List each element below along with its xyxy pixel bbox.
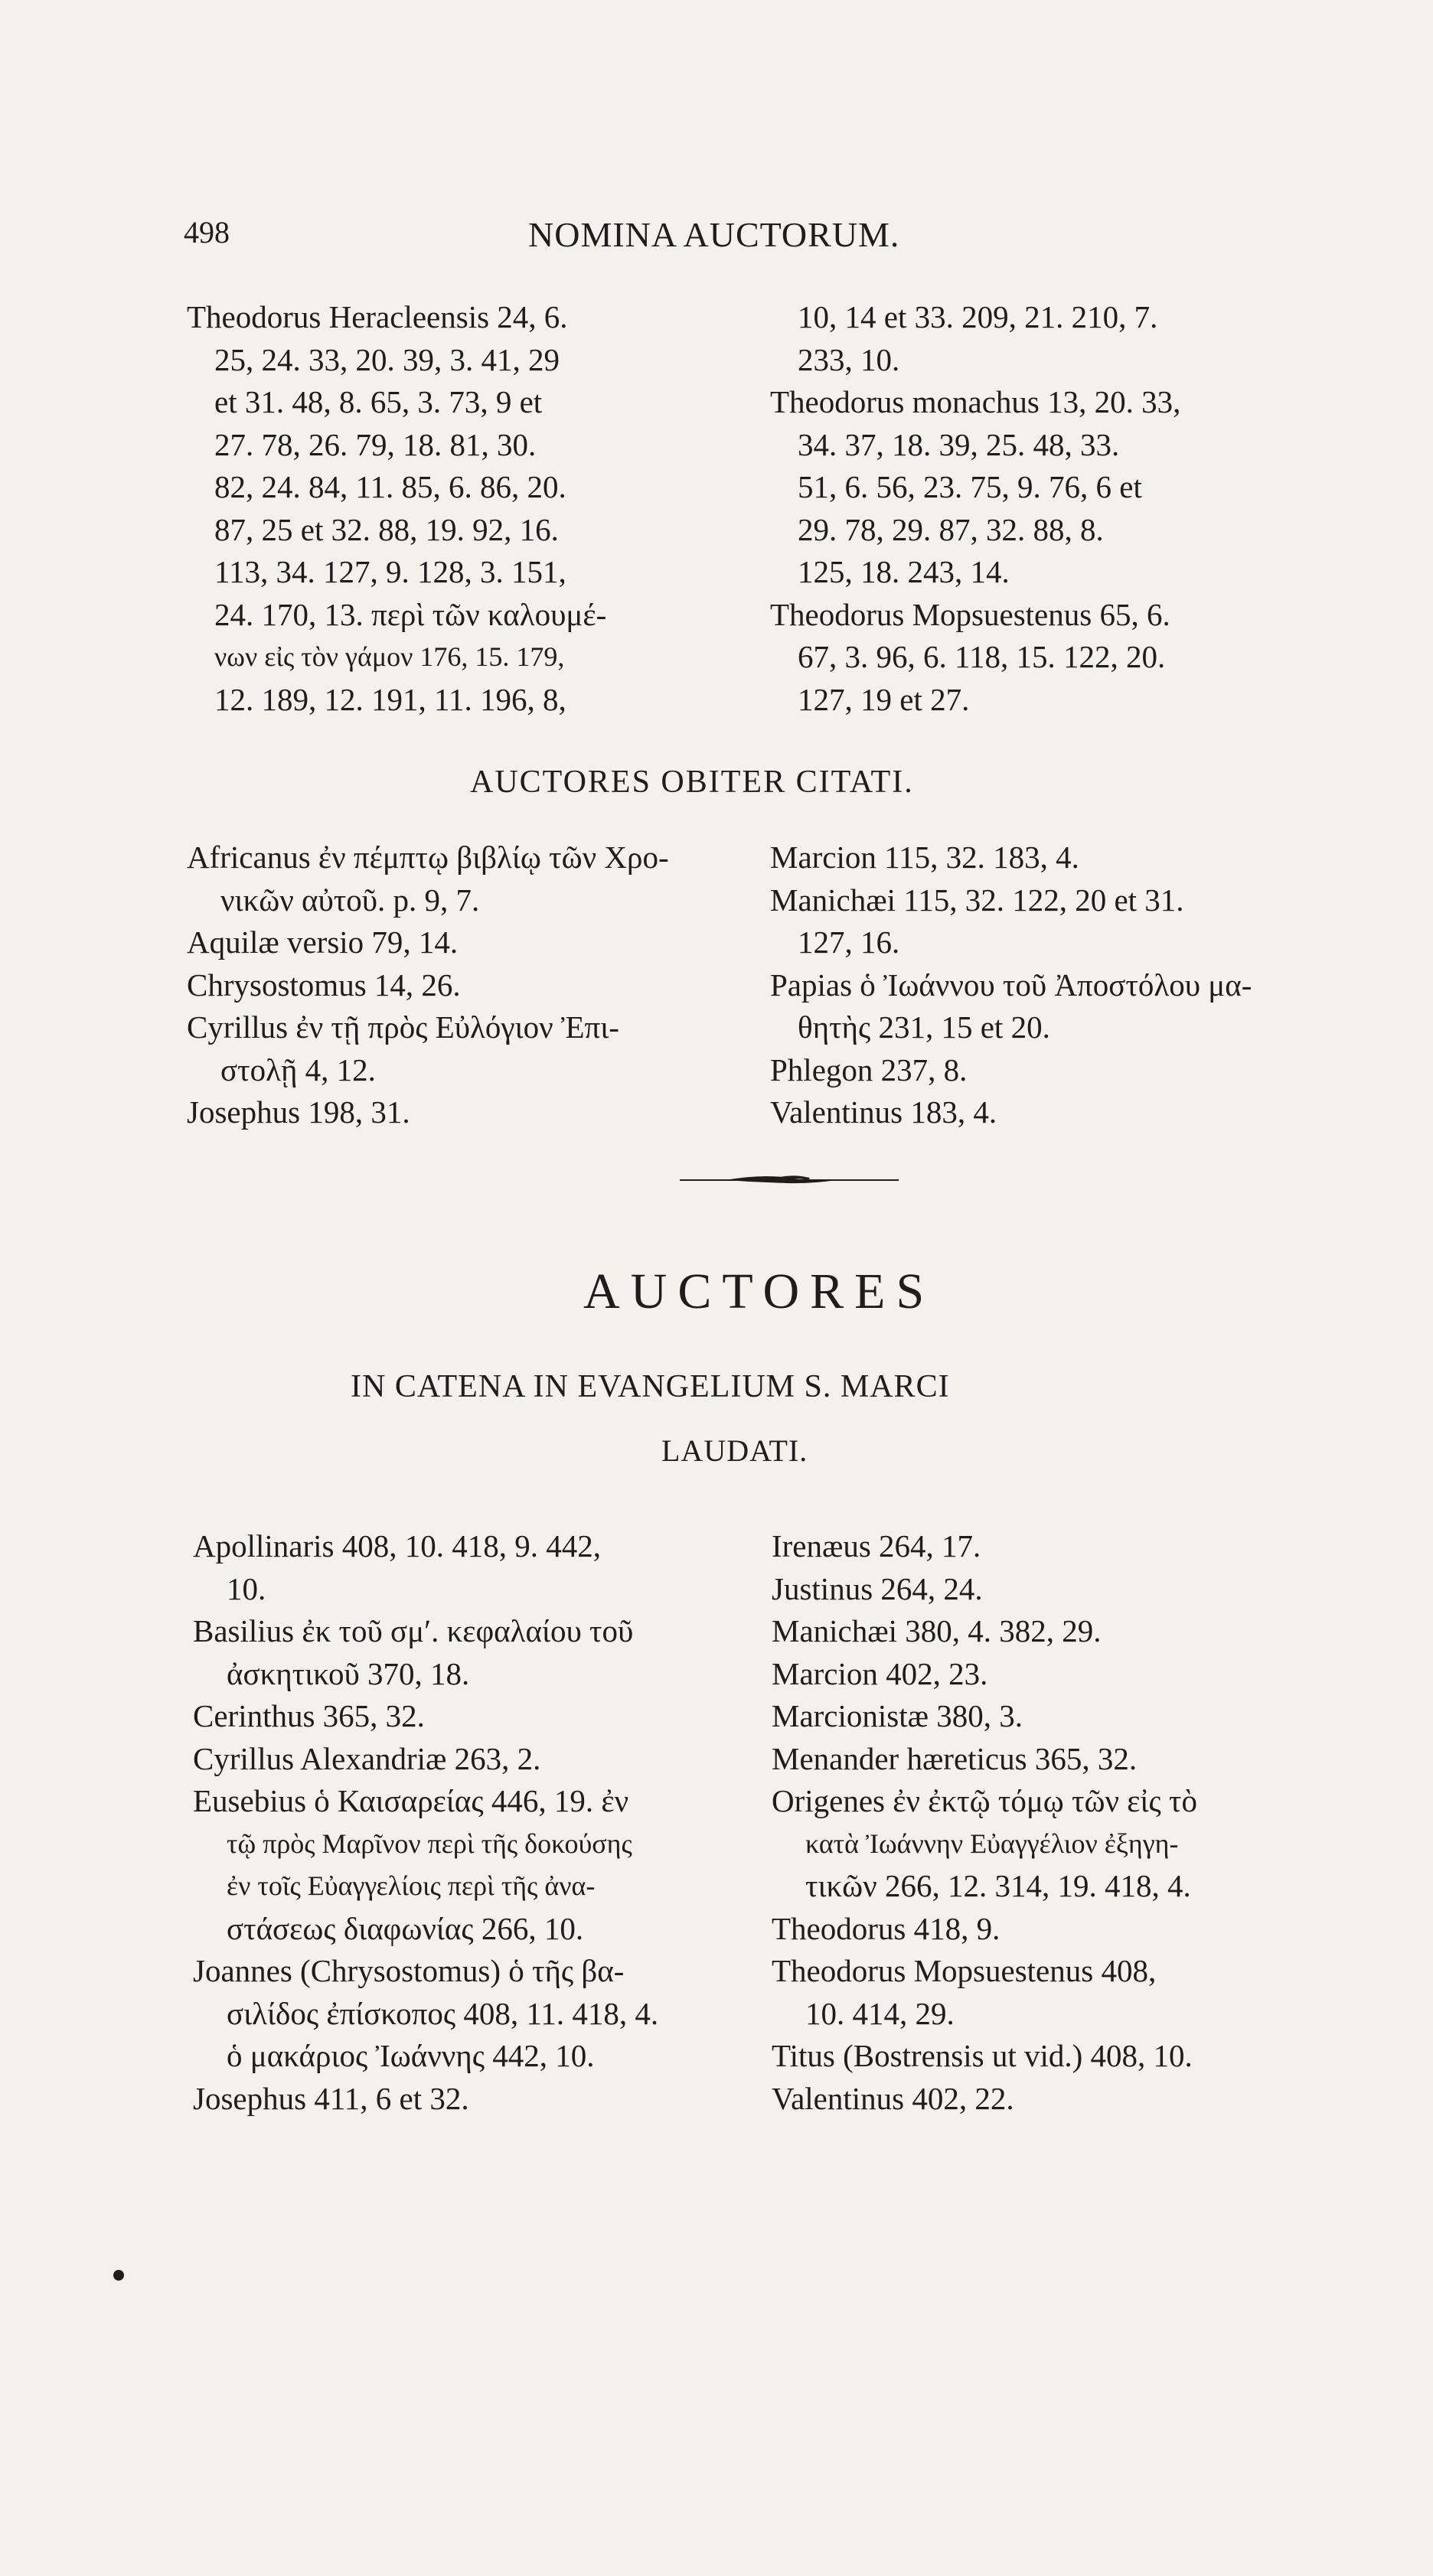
section2-right-column [770,836,1252,1134]
index-line: 10, 14 et 33. 209, 21. 210, 7. [798,299,1158,334]
index-line: Cerinthus 365, 32. [193,1698,425,1733]
index-line: Joannes (Chrysostomus) ὁ τῆς βα- [193,1953,625,1988]
index-line: Theodorus Mopsuestenus 408, [772,1953,1157,1988]
index-line: Josephus 411, 6 et 32. [193,2080,469,2116]
index-line: Manichæi 380, 4. 382, 29. [772,1613,1102,1648]
index-line: 113, 34. 127, 9. 128, 3. 151, [214,554,566,589]
index-line: κατὰ Ἰωάννην Εὐαγγέλιον ἐξηγη- [805,1828,1179,1859]
running-title: NOMINA AUCTORUM. [528,215,900,254]
index-line: Apollinaris 408, 10. 418, 9. 442, [193,1528,601,1564]
index-line: 25, 24. 33, 20. 39, 3. 41, 29 [214,341,560,377]
index-line: Marcionistæ 380, 3. [772,1698,1023,1733]
index-line: 127, 19 et 27. [798,681,970,717]
index-line: Theodorus Mopsuestenus 65, 6. [770,596,1170,632]
index-line: Phlegon 237, 8. [770,1052,968,1087]
index-line: 67, 3. 96, 6. 118, 15. 122, 20. [798,639,1166,674]
index-line: 127, 16. [798,924,900,960]
index-line: νικῶν αὐτοῦ. p. 9, 7. [220,882,480,918]
index-line: Theodorus Heracleensis 24, 6. [187,299,568,334]
ornamental-rule [680,1172,899,1188]
index-line: τῷ πρὸς Μαρῖνον περὶ τῆς δοκούσης [227,1828,632,1859]
index-line: 34. 37, 18. 39, 25. 48, 33. [798,426,1120,462]
index-line: Basilius ἐκ τοῦ σμʹ. κεφαλαίου τοῦ [193,1613,634,1648]
index-line: Josephus 198, 31. [187,1094,410,1130]
index-line: θητὴς 231, 15 et 20. [798,1009,1050,1045]
index-line: νων εἰς τὸν γάμον 176, 15. 179, [214,641,565,672]
index-line: 125, 18. 243, 14. [798,554,1010,589]
index-line: τικῶν 266, 12. 314, 19. 418, 4. [805,1868,1191,1903]
index-line: 27. 78, 26. 79, 18. 81, 30. [214,426,537,462]
index-line: Papias ὁ Ἰωάννου τοῦ Ἀποστόλου μα- [770,967,1252,1003]
index-line: Eusebius ὁ Καισαρείας 446, 19. ἐν [193,1783,629,1818]
index-line: Aquilæ versio 79, 14. [187,924,459,960]
page-number: 498 [184,215,230,249]
index-line: Africanus ἐν πέμπτῳ βιβλίῳ τῶν Χρο- [187,840,669,875]
index-line: 10. 414, 29. [805,1995,955,2031]
index-line: Marcion 402, 23. [772,1655,988,1691]
section-heading-obiter: AUCTORES OBITER CITATI. [470,765,914,800]
index-line: Origenes ἐν ἐκτῷ τόμῳ τῶν εἰς τὸ [772,1783,1198,1818]
index-line: ἀσκητικοῦ 370, 18. [227,1655,470,1691]
section3-right-column [772,1525,1197,2120]
index-line: στολῇ 4, 12. [220,1052,376,1087]
index-line: et 31. 48, 8. 65, 3. 73, 9 et [214,384,543,419]
section2-left-column [187,836,669,1134]
index-line: 10. [227,1570,266,1606]
index-line: στάσεως διαφωνίας 266, 10. [227,1910,584,1946]
section-heading-auctores: AUCTORES [583,1264,935,1319]
index-line: 51, 6. 56, 23. 75, 9. 76, 6 et [798,469,1142,504]
index-line: ὁ μακάριος Ἰωάννης 442, 10. [227,2038,595,2073]
index-line: ἐν τοῖς Εὐαγγελίοις περὶ τῆς ἀνα- [227,1870,596,1901]
section-subheading: IN CATENA IN EVANGELIUM S. MARCI [351,1369,950,1404]
index-line: Justinus 264, 24. [772,1570,983,1606]
index-line: 29. 78, 29. 87, 32. 88, 8. [798,511,1104,547]
index-line: Manichæi 115, 32. 122, 20 et 31. [770,882,1184,918]
index-line: Cyrillus ἐν τῇ πρὸς Εὐλόγιον Ἐπι- [187,1009,619,1045]
index-line: 82, 24. 84, 11. 85, 6. 86, 20. [214,469,566,504]
index-line: Titus (Bostrensis ut vid.) 408, 10. [772,2038,1193,2073]
index-line: Chrysostomus 14, 26. [187,967,461,1003]
index-line: Marcion 115, 32. 183, 4. [770,840,1079,875]
index-line: 24. 170, 13. περὶ τῶν καλουμέ- [214,596,607,632]
section1-right-column [770,296,1180,721]
index-line: Valentinus 183, 4. [770,1094,997,1130]
index-line: Valentinus 402, 22. [772,2080,1014,2116]
section-subheading-laudati: LAUDATI. [661,1433,808,1468]
index-line: 87, 25 et 32. 88, 19. 92, 16. [214,511,559,547]
index-line: Theodorus monachus 13, 20. 33, [770,384,1181,419]
section3-left-column [193,1525,658,2120]
index-line: 233, 10. [798,341,900,377]
index-line: 12. 189, 12. 191, 11. 196, 8, [214,681,566,717]
index-line: Theodorus 418, 9. [772,1910,1000,1946]
index-line: Cyrillus Alexandriæ 263, 2. [193,1740,541,1776]
ink-dot-mark [113,2270,124,2281]
index-line: Irenæus 264, 17. [772,1528,981,1564]
index-line: Menander hæreticus 365, 32. [772,1740,1138,1776]
section1-left-column [187,296,606,721]
index-line: σιλίδος ἐπίσκοπος 408, 11. 418, 4. [227,1995,659,2031]
